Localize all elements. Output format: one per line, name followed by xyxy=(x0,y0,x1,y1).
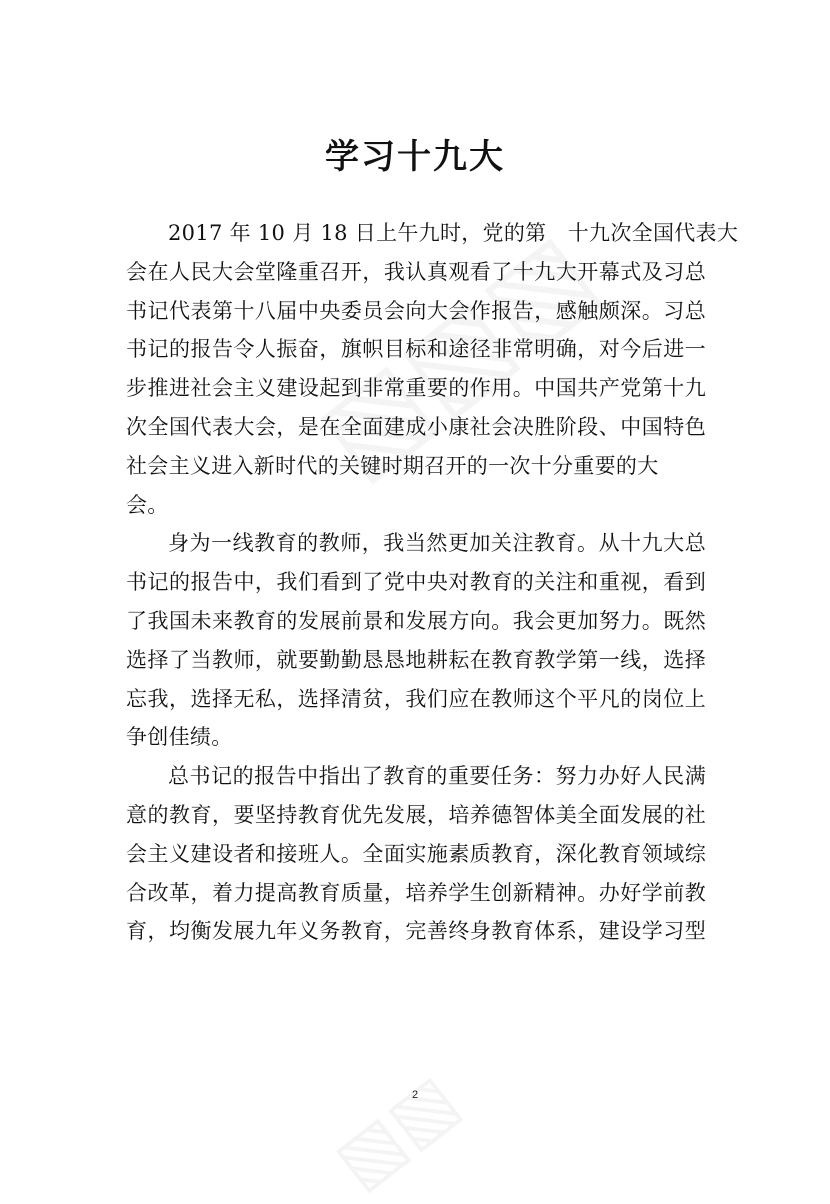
document-title: 学习十九大 xyxy=(325,136,505,177)
text-line: 2017 年 10 月 18 日上午九时，党的第 十九次全国代表大 xyxy=(168,221,739,245)
text-line: 争创佳绩。 xyxy=(126,725,233,750)
text-line: 书记的报告令人振奋，旗帜目标和途径非常明确，对今后进一 xyxy=(126,337,706,362)
text-line: 忘我，选择无私，选择清贫，我们应在教师这个平凡的岗位上 xyxy=(126,686,706,711)
text-line: 会。 xyxy=(126,492,169,517)
paragraph-2 xyxy=(126,524,706,757)
text-line: 次全国代表大会，是在全面建成小康社会决胜阶段、中国特色 xyxy=(126,414,706,439)
text-line: 会主义建设者和接班人。全面实施素质教育，深化教育领域综 xyxy=(126,841,706,866)
page-number: 2 xyxy=(411,1089,419,1101)
text-line: 合改革，着力提高教育质量，培养学生创新精神。办好学前教 xyxy=(126,880,706,905)
text-line: 书记代表第十八届中央委员会向大会作报告，感触颇深。习总 xyxy=(126,298,706,323)
paragraph-3 xyxy=(126,757,706,951)
text-line: 意的教育，要坚持教育优先发展，培养德智体美全面发展的社 xyxy=(126,802,706,827)
text-line: 身为一线教育的教师，我当然更加关注教育。从十九大总 xyxy=(168,531,706,556)
text-line: 步推进社会主义建设起到非常重要的作用。中国共产党第十九 xyxy=(126,376,706,401)
paragraph-1 xyxy=(126,214,739,524)
text-line: 总书记的报告中指出了教育的重要任务：努力办好人民满 xyxy=(168,764,706,789)
text-line: 书记的报告中，我们看到了党中央对教育的关注和重视，看到 xyxy=(126,570,706,595)
text-line: 育，均衡发展九年义务教育，完善终身教育体系，建设学习型 xyxy=(126,919,706,944)
text-line: 了我国未来教育的发展前景和发展方向。我会更加努力。既然 xyxy=(126,608,706,633)
text-line: 会在人民大会堂隆重召开，我认真观看了十九大开幕式及习总 xyxy=(126,259,706,284)
text-line: 社会主义进入新时代的关键时期召开的一次十分重要的大 xyxy=(126,453,659,478)
document-body xyxy=(126,214,739,951)
watermark-bottom xyxy=(319,1058,474,1204)
text-line: 选择了当教师，就要勤勤恳恳地耕耘在教育教学第一线，选择 xyxy=(126,647,706,672)
